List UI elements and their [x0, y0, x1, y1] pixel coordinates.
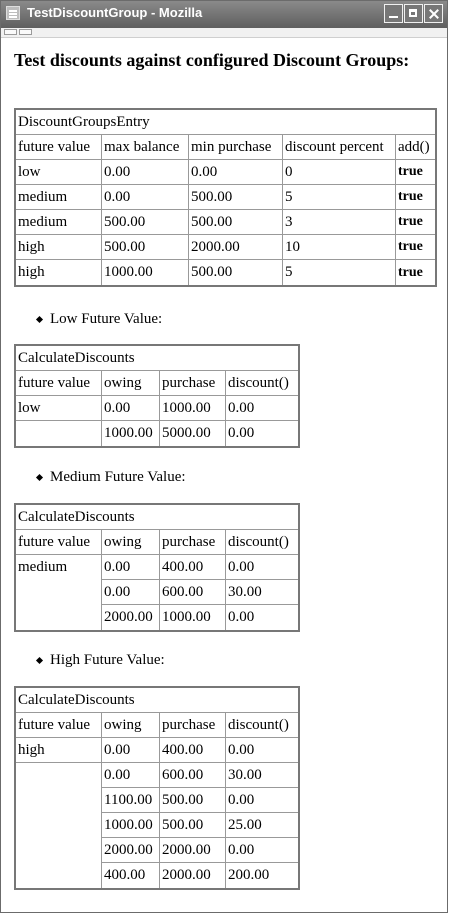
table-header-row: [16, 371, 298, 396]
table-cell: [16, 813, 102, 838]
table-cell: 3: [283, 210, 396, 235]
table-cell: [16, 838, 102, 863]
table-cell: 2000.00: [160, 863, 226, 888]
column-header: future value: [16, 371, 102, 396]
table-cell: 500.00: [160, 788, 226, 813]
table-cell: high: [16, 738, 102, 763]
discount-groups-entry-table: [14, 108, 437, 287]
table-cell: 0.00: [226, 555, 298, 580]
table-cell: 5: [283, 185, 396, 210]
bullet-icon: [36, 474, 43, 481]
table-cell: 2000.00: [160, 838, 226, 863]
column-header: discount(): [226, 713, 298, 738]
table-cell: [16, 788, 102, 813]
table-row: [16, 235, 435, 260]
toolbar-grippy-icon[interactable]: [4, 29, 17, 35]
list-item: [37, 311, 162, 328]
column-header: max balance: [102, 135, 189, 160]
table-row: [16, 813, 298, 838]
column-header: min purchase: [189, 135, 283, 160]
column-header: future value: [16, 713, 102, 738]
table-cell: [16, 763, 102, 788]
column-header: discount(): [226, 530, 298, 555]
table-row: [16, 738, 298, 763]
table-cell: high: [16, 235, 102, 260]
table-cell: 500.00: [189, 260, 283, 285]
table-cell: low: [16, 160, 102, 185]
table-cell: 1000.00: [102, 421, 160, 446]
table-cell: low: [16, 396, 102, 421]
table-cell: 0.00: [226, 738, 298, 763]
table-row: [16, 863, 298, 888]
table-title: DiscountGroupsEntry: [16, 110, 435, 135]
table-cell: 2000.00: [102, 605, 160, 630]
table-title: CalculateDiscounts: [16, 346, 298, 371]
column-header: owing: [102, 530, 160, 555]
table-cell: high: [16, 260, 102, 285]
result-cell: true: [396, 185, 435, 210]
table-row: [16, 421, 298, 446]
table-cell: 25.00: [226, 813, 298, 838]
calculate-discounts-table-low: [14, 344, 300, 448]
table-header-row: [16, 135, 435, 160]
table-cell: 10: [283, 235, 396, 260]
table-cell: 0.00: [102, 555, 160, 580]
table-row: [16, 185, 435, 210]
table-cell: [16, 580, 102, 605]
table-cell: 0: [283, 160, 396, 185]
table-cell: 600.00: [160, 580, 226, 605]
table-cell: 0.00: [189, 160, 283, 185]
result-cell: true: [396, 210, 435, 235]
calculate-discounts-table-medium: [14, 503, 300, 632]
table-cell: medium: [16, 555, 102, 580]
table-cell: 5000.00: [160, 421, 226, 446]
table-cell: 500.00: [189, 185, 283, 210]
bullet-icon: [36, 657, 43, 664]
column-header: discount(): [226, 371, 298, 396]
column-header: owing: [102, 713, 160, 738]
table-cell: 0.00: [102, 763, 160, 788]
table-cell: 0.00: [226, 788, 298, 813]
table-row: [16, 788, 298, 813]
result-cell: true: [396, 235, 435, 260]
table-cell: 1000.00: [102, 813, 160, 838]
table-cell: 200.00: [228, 867, 270, 883]
table-cell: 0.00: [226, 838, 298, 863]
toolbar-grippy-icon[interactable]: [19, 29, 32, 35]
table-row: [16, 160, 435, 185]
section-label: Low Future Value:: [50, 311, 163, 327]
table-cell: 400.00: [102, 863, 160, 888]
column-header: purchase: [160, 371, 226, 396]
table-cell: 400.00: [160, 738, 226, 763]
table-cell: 2000.00: [102, 838, 160, 863]
table-cell: 500.00: [189, 210, 283, 235]
table-cell: 500.00: [102, 210, 189, 235]
close-button[interactable]: [424, 4, 443, 23]
table-header-row: [16, 713, 298, 738]
list-item: [37, 469, 186, 486]
table-cell: [16, 605, 102, 630]
table-cell: 30.00: [226, 580, 298, 605]
table-row: [16, 580, 298, 605]
table-cell: [16, 421, 102, 446]
page-heading: Test discounts against configured Discount Groups:: [14, 50, 410, 70]
table-cell: 1000.00: [160, 396, 226, 421]
table-cell: 0.00: [228, 425, 255, 441]
table-row: [16, 210, 435, 235]
table-cell: 0.00: [102, 160, 189, 185]
calculate-discounts-table-high: [14, 686, 300, 890]
table-cell: 1000.00: [102, 260, 189, 285]
table-cell: 400.00: [160, 555, 226, 580]
table-cell: 30.00: [226, 763, 298, 788]
table-cell: 5: [283, 260, 396, 285]
table-cell: 0.00: [102, 185, 189, 210]
column-header: future value: [16, 135, 102, 160]
title-bar[interactable]: [1, 1, 447, 28]
table-cell: medium: [16, 185, 102, 210]
column-header: owing: [102, 371, 160, 396]
column-header: purchase: [160, 713, 226, 738]
table-cell: 0.00: [102, 738, 160, 763]
column-header: discount percent: [283, 135, 396, 160]
table-cell: 600.00: [160, 763, 226, 788]
table-row: [16, 396, 298, 421]
table-cell: 0.00: [226, 396, 298, 421]
maximize-button[interactable]: [404, 4, 423, 23]
section-label: High Future Value:: [50, 652, 165, 668]
table-cell: [16, 863, 102, 888]
table-row: [16, 605, 298, 630]
column-header: add(): [396, 135, 435, 160]
app-icon[interactable]: [6, 6, 20, 20]
table-row: [16, 555, 298, 580]
table-title: CalculateDiscounts: [16, 688, 298, 713]
table-cell: 500.00: [102, 235, 189, 260]
table-cell: 0.00: [228, 609, 255, 625]
result-cell: true: [396, 160, 435, 185]
result-cell: true: [398, 264, 423, 280]
collapsed-toolbar: [1, 28, 447, 38]
section-label: Medium Future Value:: [50, 469, 186, 485]
table-header-row: [16, 530, 298, 555]
table-row: [16, 838, 298, 863]
column-header: purchase: [160, 530, 226, 555]
minimize-button[interactable]: [384, 4, 403, 23]
window-title: TestDiscountGroup - Mozilla: [27, 5, 203, 20]
table-row: [16, 763, 298, 788]
table-cell: medium: [16, 210, 102, 235]
bullet-icon: [36, 316, 43, 323]
table-row: [16, 260, 435, 285]
table-cell: 2000.00: [189, 235, 283, 260]
column-header: future value: [16, 530, 102, 555]
table-cell: 500.00: [160, 813, 226, 838]
table-cell: 1100.00: [102, 788, 160, 813]
table-cell: 0.00: [102, 396, 160, 421]
list-item: [37, 652, 165, 669]
table-cell: 0.00: [102, 580, 160, 605]
table-title: CalculateDiscounts: [16, 505, 298, 530]
table-cell: 1000.00: [160, 605, 226, 630]
